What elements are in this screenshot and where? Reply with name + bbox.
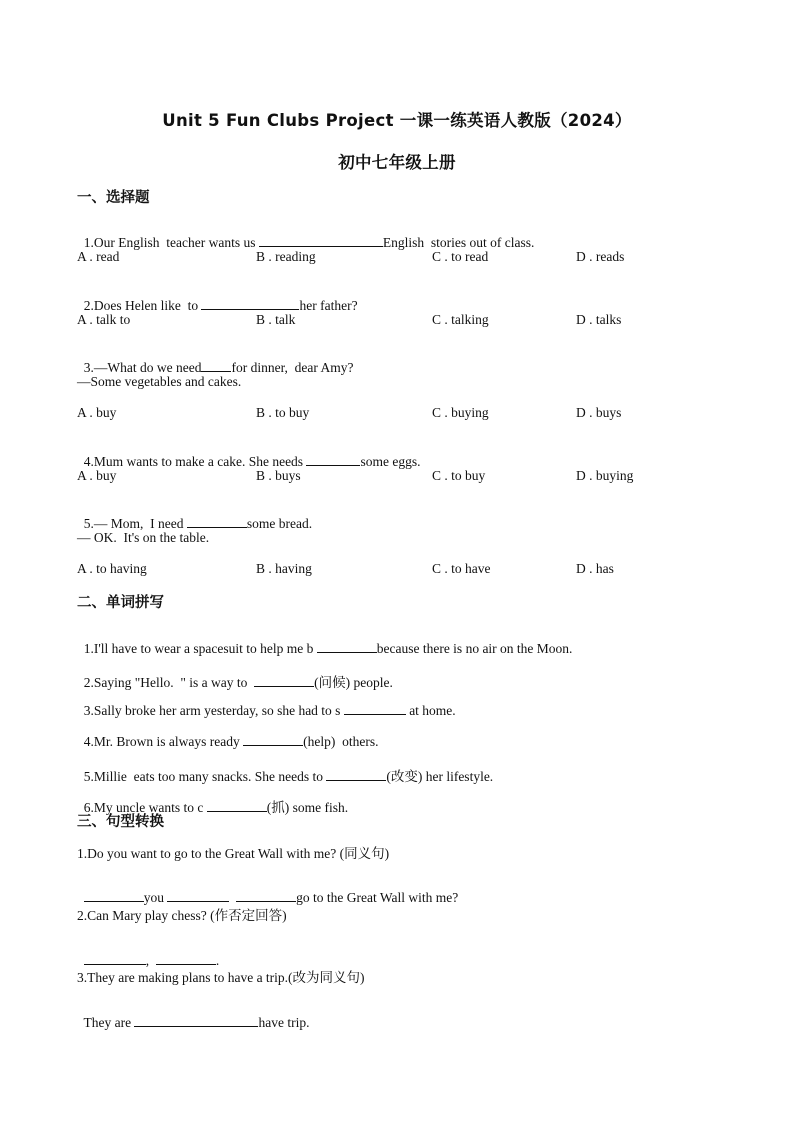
question-text: for dinner, dear Amy? [231, 360, 354, 375]
transformation-3-answer [77, 998, 309, 1031]
question-text: 5.— Mom, I need [83, 516, 187, 531]
answer-blank[interactable] [156, 952, 216, 965]
section-heading-spelling: 二、单词拼写 [77, 595, 164, 611]
question-text: They are [83, 1015, 135, 1030]
option-c[interactable]: C . talking [432, 312, 489, 327]
question-3 [77, 343, 354, 376]
question-text: have trip. [258, 1015, 310, 1030]
answer-blank[interactable] [243, 733, 303, 746]
transformation-1-prompt: 1.Do you want to go to the Great Wall with me? (同义句) [77, 846, 390, 861]
answer-blank[interactable] [84, 889, 144, 902]
question-text: (抓) some fish. [266, 800, 349, 815]
option-a[interactable]: A . to having [77, 561, 147, 576]
question-text: 4.Mr. Brown is always ready [83, 734, 244, 749]
option-b[interactable]: B . to buy [256, 405, 310, 420]
answer-blank[interactable] [317, 640, 377, 653]
option-d[interactable]: D . buying [576, 468, 634, 483]
question-2 [77, 281, 358, 314]
question-text: some eggs. [360, 454, 421, 469]
question-1 [77, 218, 534, 251]
question-text: (问候) people. [314, 675, 393, 690]
question-text: you [143, 890, 168, 905]
question-text: at home. [405, 703, 456, 718]
spelling-item-3 [77, 686, 456, 719]
option-c[interactable]: C . to read [432, 249, 489, 264]
option-b[interactable]: B . reading [256, 249, 316, 264]
spelling-item-1 [77, 624, 572, 657]
option-d[interactable]: D . has [576, 561, 614, 576]
question-text: 2.Does Helen like to [83, 298, 202, 313]
separator-text: , [145, 953, 156, 968]
option-d[interactable]: D . reads [576, 249, 625, 264]
option-d[interactable]: D . buys [576, 405, 622, 420]
option-a[interactable]: A . read [77, 249, 120, 264]
transformation-3-prompt: 3.They are making plans to have a trip.(改为同义句) [77, 970, 365, 985]
answer-blank[interactable] [259, 234, 383, 247]
transformation-2-answer [77, 936, 219, 969]
answer-blank[interactable] [167, 889, 229, 902]
option-a[interactable]: A . buy [77, 468, 117, 483]
question-5-reply: — OK. It's on the table. [77, 530, 210, 545]
option-c[interactable]: C . buying [432, 405, 489, 420]
answer-blank[interactable] [207, 799, 267, 812]
question-5 [77, 499, 312, 532]
question-text: 3.—What do we need [83, 360, 202, 375]
question-text: 1.Our English teacher wants us [83, 235, 259, 250]
question-text: 1.I'll have to wear a spacesuit to help me b [83, 641, 317, 656]
answer-blank[interactable] [201, 359, 231, 372]
answer-blank[interactable] [236, 889, 296, 902]
question-text: some bread. [246, 516, 313, 531]
option-b[interactable]: B . talk [256, 312, 296, 327]
question-3-reply: —Some vegetables and cakes. [77, 374, 242, 389]
document-title: Unit 5 Fun Clubs Project 一课一练英语人教版（2024） [162, 111, 632, 130]
answer-blank[interactable] [201, 297, 299, 310]
question-text: 4.Mum wants to make a cake. She needs [83, 454, 307, 469]
option-a[interactable]: A . talk to [77, 312, 131, 327]
section-heading-multiple-choice: 一、选择题 [77, 190, 150, 206]
answer-blank[interactable] [84, 952, 146, 965]
transformation-2-prompt: 2.Can Mary play chess? (作否定回答) [77, 908, 287, 923]
document-subtitle: 初中七年级上册 [338, 153, 456, 172]
option-c[interactable]: C . to have [432, 561, 491, 576]
section-heading-sentence-transformation: 三、句型转换 [77, 814, 164, 830]
answer-blank[interactable] [344, 702, 406, 715]
option-c[interactable]: C . to buy [432, 468, 486, 483]
answer-blank[interactable] [306, 453, 360, 466]
separator-text: . [215, 953, 220, 968]
question-4 [77, 437, 420, 470]
question-text: 5.Millie eats too many snacks. She needs to [83, 769, 327, 784]
answer-blank[interactable] [187, 515, 247, 528]
question-text: because there is no air on the Moon. [376, 641, 573, 656]
option-d[interactable]: D . talks [576, 312, 622, 327]
spelling-item-4 [77, 717, 378, 750]
option-a[interactable]: A . buy [77, 405, 117, 420]
question-text: English stories out of class. [382, 235, 535, 250]
question-text: 3.Sally broke her arm yesterday, so she had to s [83, 703, 344, 718]
question-text: go to the Great Wall with me? [296, 890, 459, 905]
question-text: her father? [299, 298, 358, 313]
question-text: (help) others. [303, 734, 379, 749]
question-text: 2.Saying "Hello. " is a way to [83, 675, 255, 690]
transformation-1-answer [77, 873, 458, 906]
answer-blank[interactable] [134, 1014, 258, 1027]
question-text: (改变) her lifestyle. [386, 769, 494, 784]
option-b[interactable]: B . having [256, 561, 312, 576]
question-text: 6.My uncle wants to c [83, 800, 207, 815]
option-b[interactable]: B . buys [256, 468, 301, 483]
